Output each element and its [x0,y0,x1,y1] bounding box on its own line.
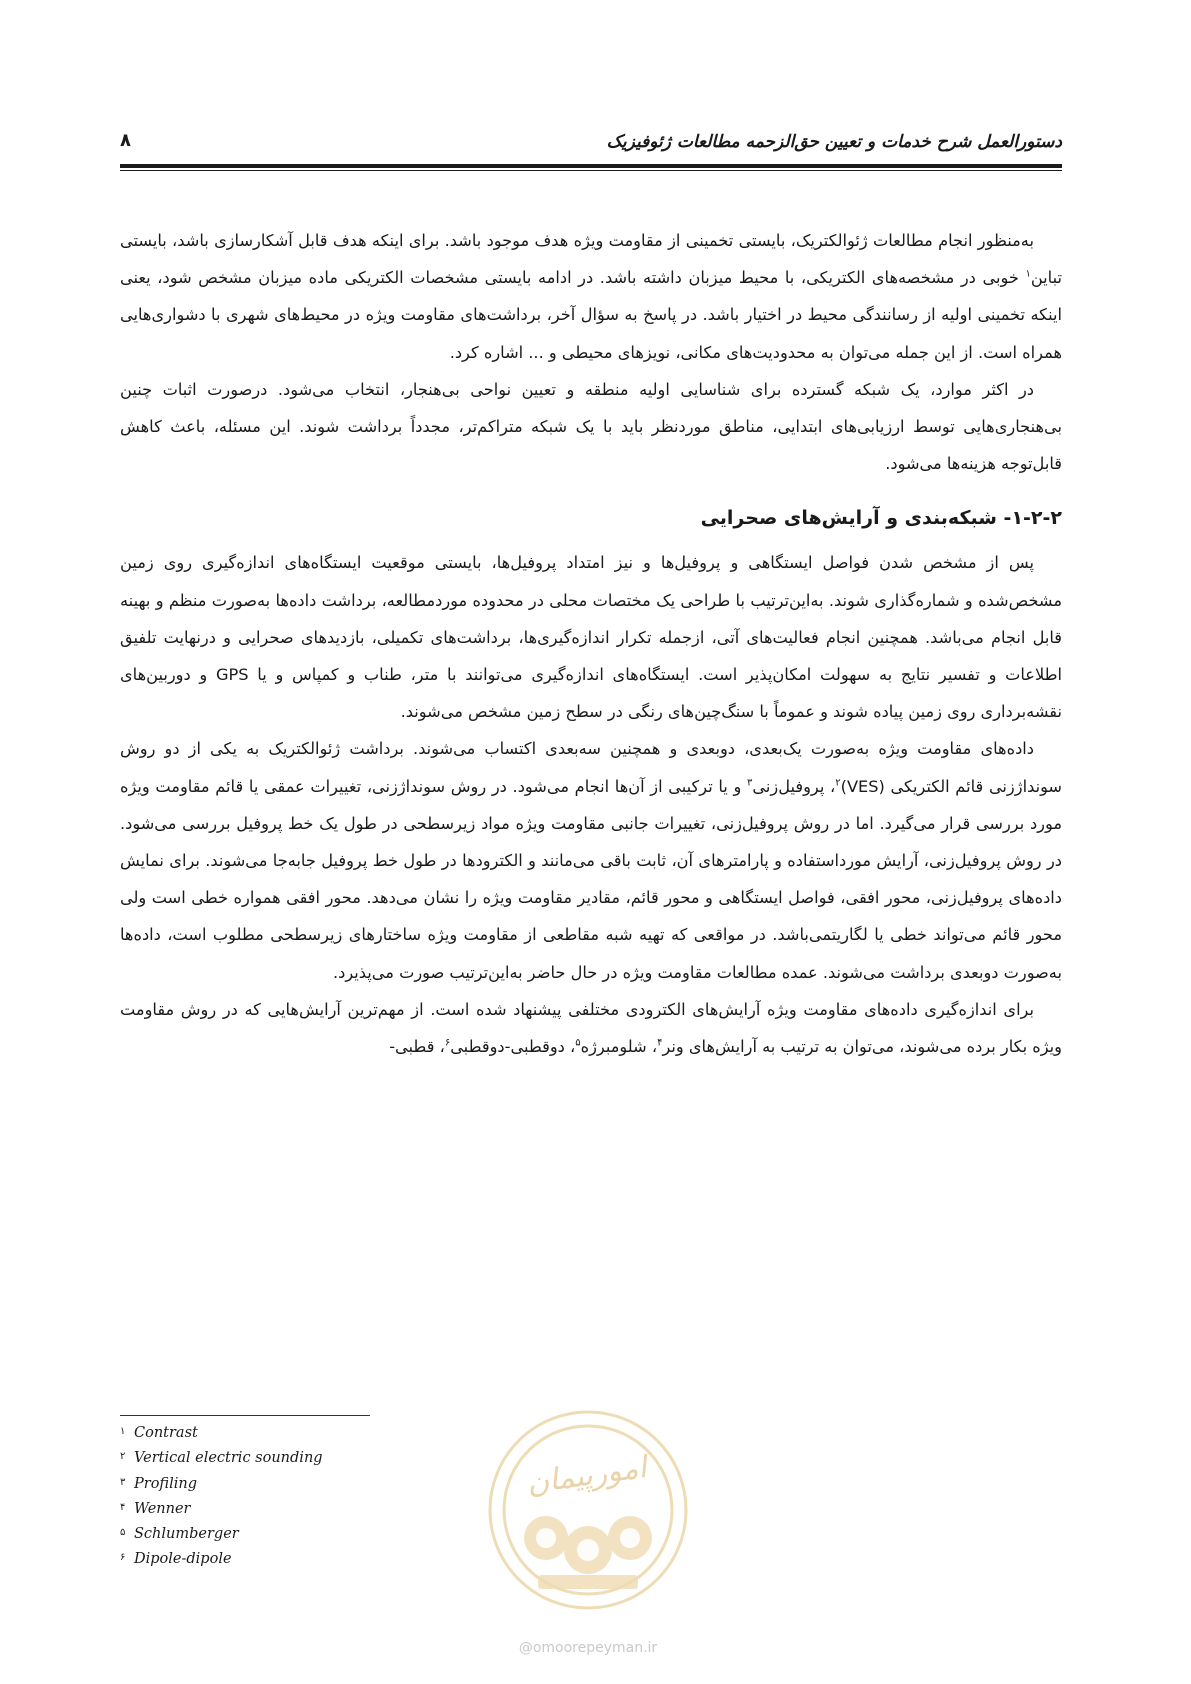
footnote-ref-6: ۶ [444,1037,451,1049]
footnote-rule [120,1415,370,1416]
body-text [120,222,1062,1065]
footnote-ref-4: ۴ [657,1037,663,1049]
paragraph-4: داده‌های مقاومت ویژه به‌صورت یک‌بعدی، دوبعدی و همچنین سه‌بعدی اکتساب می‌شوند. برداشت ژئوالکتریک به یکی از دو روش سونداژزنی قائم الکتریکی (VES)$^۲$، پروفیل‌زنی$^۳$ و یا ترکیبی از آن‌ها انجام می‌شود. در روش سونداژزنی، تغییرات عمقی یا قائم مقاومت ویژه مورد بررسی قرار می‌گیرد. اما در روش پروفیل‌زنی، تغییرات جانبی مقاومت ویژه مواد زیرسطحی در طول یک خط پروفیل بررسی می‌شود. در روش پروفیل‌زنی، آرایش مورداستفاده و پارامترهای آن، ثابت باقی می‌مانند و الکترودها در طول خط پروفیل جابه‌جا می‌شوند. برای نمایش داده‌های پروفیل‌زنی، محور افقی، فواصل ایستگاهی و محور قائم، مقادیر مقاومت ویژه را نشان می‌دهد. محور افقی همواره خطی است ولی محور قائم می‌تواند خطی یا لگاریتمی‌باشد. در مواقعی که تهیه شبه مقاطعی از مقاومت ویژه ساختارهای زیرسطحی مطلوب است، داده‌ها به‌صورت دوبعدی برداشت می‌شوند. عمده مطالعات مقاومت ویژه در حال حاضر به‌این‌ترتیب صورت می‌پذیرد. [120,739,1062,982]
footnote-item: ۱ Contrast [120,1425,198,1441]
header-title: دستورالعمل شرح خدمات و تعیین حق‌الزحمه مطالعات ژئوفیزیک [606,132,1062,152]
footnote-item: ۳ Profiling [120,1475,197,1492]
watermark-url: @omoorepeyman.ir [518,1640,658,1656]
footnote-item: ۶ Dipole-dipole [120,1551,232,1568]
paragraph-3: پس از مشخص شدن فواصل ایستگاهی و پروفیل‌ها و نیز امتداد پروفیل‌ها، بایستی موقعیت ایستگاه‌های اندازه‌گیری روی زمین مشخص‌شده و شماره‌گذاری شوند. به‌این‌ترتیب با طراحی یک مختصات محلی در محدوده موردمطالعه، برداشت داده‌ها به‌صورت منظم و بهینه قابل انجام می‌باشد. همچنین انجام فعالیت‌های آتی، ازجمله تکرار اندازه‌گیری‌ها، برداشت‌های تکمیلی، بازدیدهای صحرایی و درنهایت تلفیق اطلاعات و تفسیر نتایج به سهولت امکان‌پذیر است. ایستگاه‌های اندازه‌گیری می‌توانند با متر، طناب و کمپاس و یا GPS و دوربین‌های نقشه‌برداری روی زمین پیاده شوند و عموماً با سنگ‌چین‌های رنگی در سطح زمین مشخص می‌شوند. [120,553,1062,722]
header-rule [120,164,1062,168]
running-header [120,128,1062,158]
footnotes [120,1420,520,1572]
paragraph-5: برای اندازه‌گیری داده‌های مقاومت ویژه آرایش‌های الکترودی مختلفی پیشنهاد شده است. از مهم‌ترین آرایش‌هایی که در روش مقاومت ویژه بکار برده می‌شوند، می‌توان به ترتیب به آرایش‌های ونر$^۴$، شلومبرژه$^۵$، دوقطبی-دوقطبی$^۶$، قطبی- [120,999,1062,1057]
watermark-logo-text: امورپیمان [524,1449,649,1502]
header-rule-thin [120,170,1062,171]
footnote-ref-2: ۲ [835,777,841,789]
footnote-ref-3: ۳ [747,777,753,789]
footnote-ref-1: ۱ [1025,268,1031,280]
page-number: ۸ [120,130,131,151]
paragraph-2: در اکثر موارد، یک شبکه گسترده برای شناسایی اولیه منطقه و تعیین نواحی بی‌هنجار، انتخاب می‌شود. درصورت اثبات چنین بی‌هنجاری‌هایی توسط ارزیابی‌های ابتدایی، مناطق موردنظر باید با یک شبکه متراکم‌تر، مجدداً برداشت شوند. این مسئله، باعث کاهش قابل‌توجه هزینه‌ها می‌شود. [120,379,1062,474]
paragraph-1: به‌منظور انجام مطالعات ژئوالکتریک، بایستی تخمینی از مقاومت ویژه هدف موجود باشد. برای اینکه هدف قابل آشکارسازی باشد، بایستی تباین$^۱$ خوبی در مشخصه‌های الکتریکی، با محیط میزبان داشته باشد. در ادامه بایستی مشخصات الکتریکی ماده میزبان مشخص شود، یعنی اینکه تخمینی اولیه از رسانندگی محیط در اختیار باشد. در پاسخ به سؤال آخر، برداشت‌های مقاومت ویژه در محیط‌های شهری با دشواری‌هایی همراه است. از این جمله می‌توان به محدودیت‌های مکانی، نویزهای محیطی و ... اشاره کرد. [120,231,1062,362]
section-heading: ۱-۲-۲- شبکه‌بندی و آرایش‌های صحرایی [700,507,1062,530]
footnote-ref-5: ۵ [575,1037,581,1049]
footnote-item: ۵ Schlumberger [120,1526,239,1543]
footnote-item: ۲ Vertical electric sounding [120,1450,323,1467]
watermark-logo-icon [468,1390,708,1630]
footnote-item: ۴ Wenner [120,1500,191,1517]
